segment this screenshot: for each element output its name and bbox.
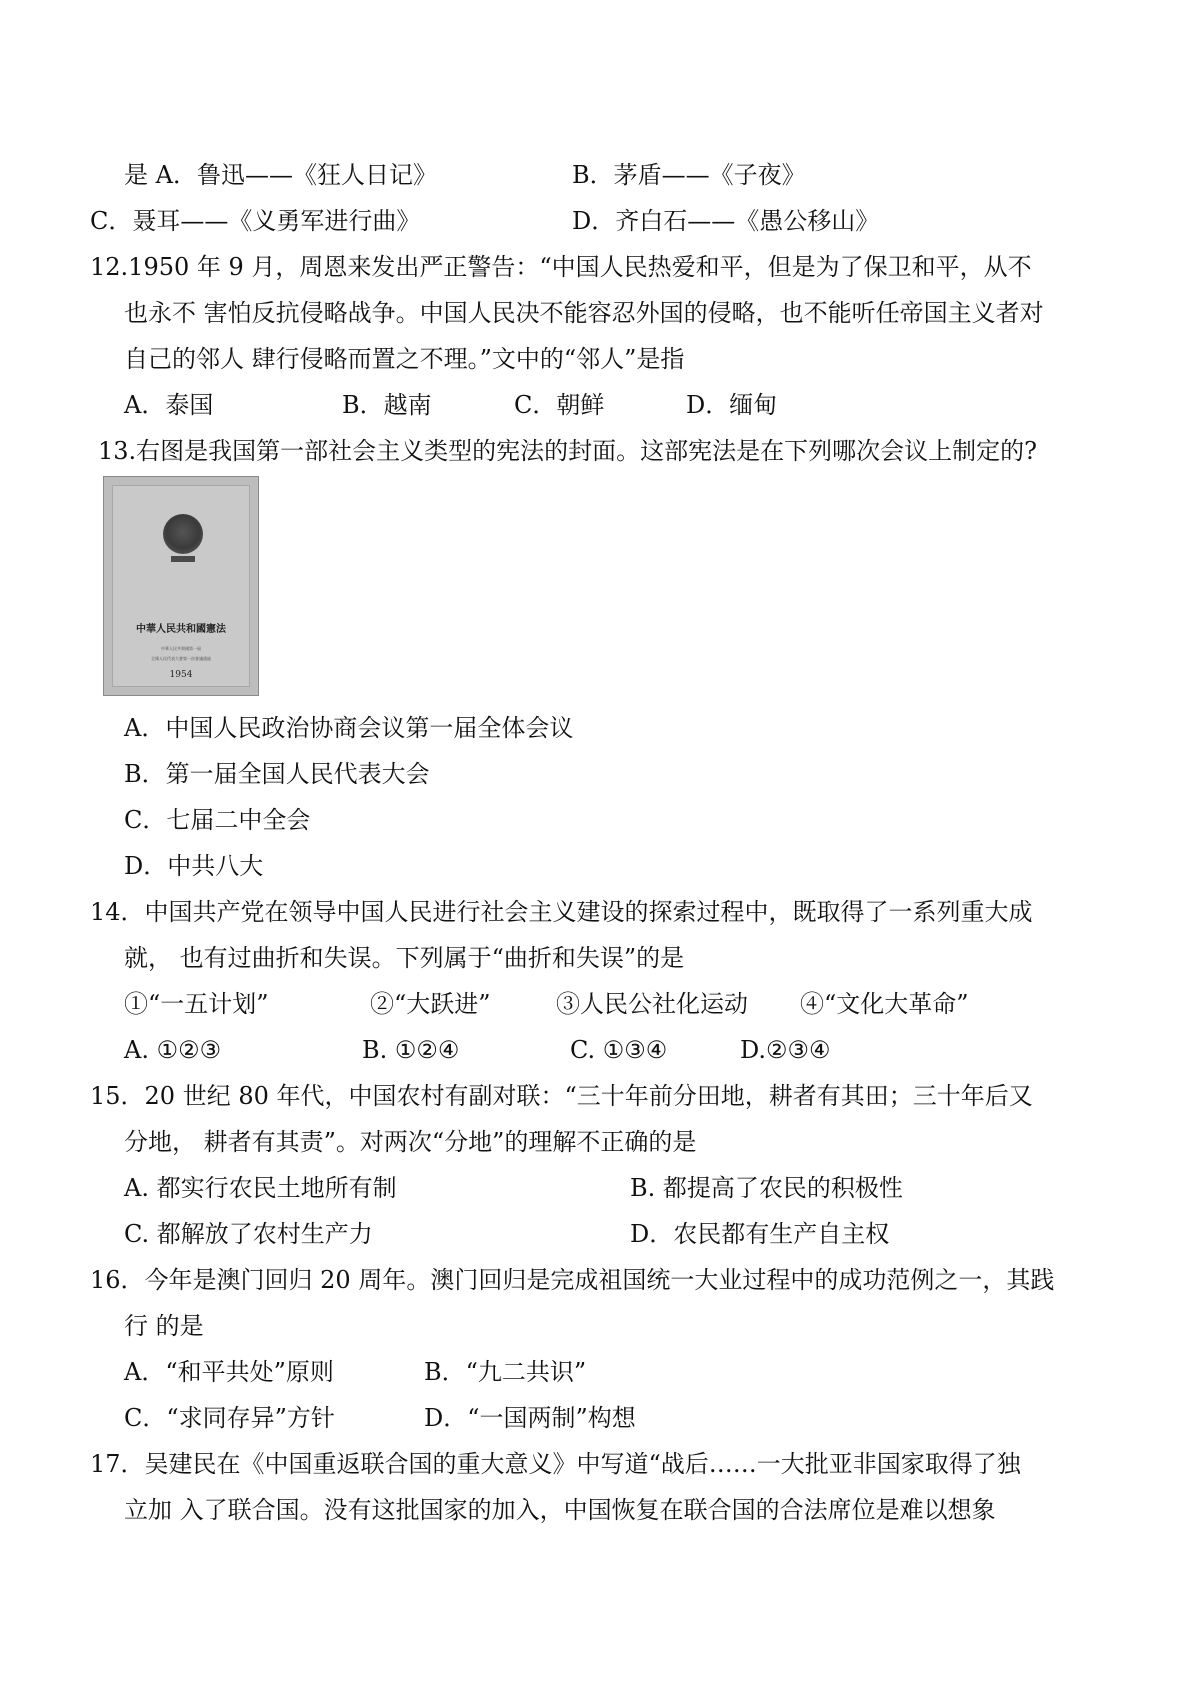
constitution-cover-image (103, 476, 259, 696)
cover-year: 1954 (169, 670, 193, 680)
q14-stem-line-1: 14．中国共产党在领导中国人民进行社会主义建设的探索过程中，既取得了一系列重大成 (90, 898, 1033, 926)
q14-option-a: A. ①②③ (124, 1036, 222, 1064)
q13-option-c: C．七届二中全会 (124, 806, 311, 834)
q14-option-c: C. ①③④ (570, 1036, 668, 1064)
cover-subtitle-1: 中華人民共和國第一屆 (161, 646, 201, 651)
q12-option-b: B．越南 (342, 391, 432, 419)
q15-option-d: D．农民都有生产自主权 (630, 1220, 890, 1248)
q12-option-a: A．泰国 (124, 391, 214, 419)
q16-stem-line-2: 行 的是 (124, 1312, 204, 1340)
q12-stem-line-2: 也永不 害怕反抗侵略战争。中国人民决不能容忍外国的侵略，也不能听任帝国主义者对 (124, 299, 1044, 327)
q16-option-b: B．“九二共识” (424, 1358, 587, 1386)
q17-stem-line-2: 立加 入了联合国。没有这批国家的加入，中国恢复在联合国的合法席位是难以想象 (124, 1496, 996, 1524)
q16-option-d: D．“一国两制”构想 (424, 1404, 636, 1432)
q11-option-c: C．聂耳——《义勇军进行曲》 (90, 207, 421, 235)
q13-option-b: B．第一届全国人民代表大会 (124, 760, 430, 788)
q15-option-a: A. 都实行农民土地所有制 (124, 1174, 397, 1202)
q17-stem-line-1: 17．吴建民在《中国重返联合国的重大意义》中写道“战后……一大批亚非国家取得了独 (90, 1450, 1021, 1478)
q15-stem-line-2: 分地， 耕者有其责”。对两次“分地”的理解不正确的是 (124, 1128, 697, 1156)
q13-stem: 13.右图是我国第一部社会主义类型的宪法的封面。这部宪法是在下列哪次会议上制定的? (98, 437, 1038, 465)
q15-option-c: C. 都解放了农村生产力 (124, 1220, 373, 1248)
q14-item-4: ④“文化大革命” (800, 990, 969, 1018)
q14-item-2: ②“大跃进” (370, 990, 491, 1018)
q12-option-d: D．缅甸 (686, 391, 778, 419)
q14-item-1: ①“一五计划” (124, 990, 269, 1018)
cover-subtitle-2: 全國人民代表大會第一次會議通過 (151, 656, 211, 661)
q14-item-3: ③人民公社化运动 (556, 990, 748, 1018)
q16-option-c: C．“求同存异”方针 (124, 1404, 335, 1432)
q16-option-a: A．“和平共处”原则 (124, 1358, 334, 1386)
q16-stem-line-1: 16．今年是澳门回归 20 周年。澳门回归是完成祖国统一大业过程中的成功范例之一，其践 (90, 1266, 1055, 1294)
cover-title: 中華人民共和國憲法 (136, 624, 226, 635)
national-emblem-icon (163, 514, 203, 554)
q15-option-b: B. 都提高了农民的积极性 (630, 1174, 903, 1202)
q12-option-c: C．朝鲜 (514, 391, 605, 419)
q14-option-d: D.②③④ (740, 1036, 831, 1064)
q12-stem-line-1: 12.1950 年 9 月，周恩来发出严正警告：“中国人民热爱和平，但是为了保卫和平，从不 (90, 253, 1032, 281)
q14-stem-line-2: 就， 也有过曲折和失误。下列属于“曲折和失误”的是 (124, 944, 685, 972)
q11-option-d: D．齐白石——《愚公移山》 (572, 207, 880, 235)
q12-stem-line-3: 自己的邻人 肆行侵略而置之不理。”文中的“邻人”是指 (124, 345, 685, 373)
q11-option-b: B．茅盾——《子夜》 (572, 161, 806, 189)
q15-stem-line-1: 15．20 世纪 80 年代，中国农村有副对联：“三十年前分田地，耕者有其田；三十年后又 (90, 1082, 1033, 1110)
q13-option-d: D．中共八大 (124, 852, 264, 880)
q14-option-b: B. ①②④ (362, 1036, 460, 1064)
q11-option-a: 是 A．鲁迅——《狂人日记》 (124, 161, 437, 189)
q13-option-a: A．中国人民政治协商会议第一届全体会议 (124, 714, 574, 742)
